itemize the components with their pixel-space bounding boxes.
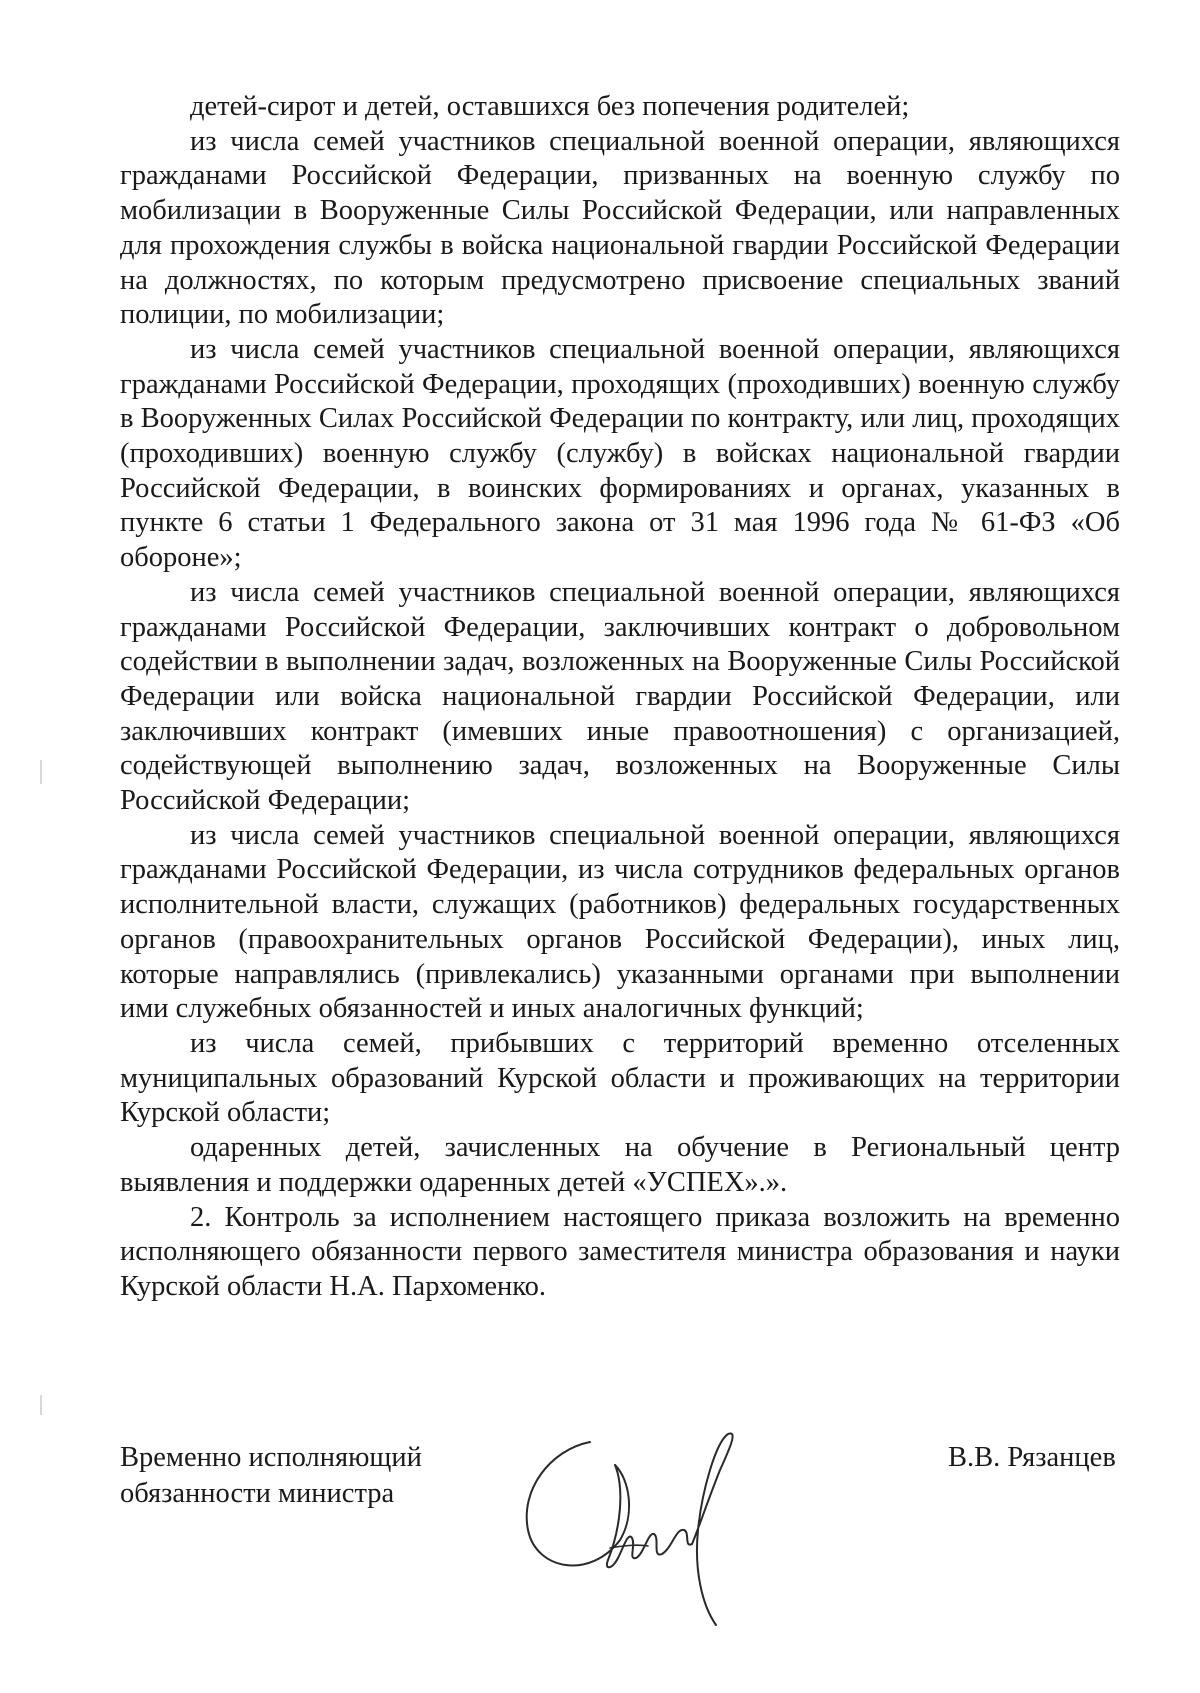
paragraph-item-2: 2. Контроль за исполнением настоящего приказа возложить на временно исполняющего обязанности первого заместителя министра образования и науки Курской области Н.А. Пархоменко. bbox=[120, 1201, 1120, 1302]
signatory-position bbox=[120, 1440, 422, 1512]
paragraph: из числа семей участников специальной военной операции, являющихся гражданами Российской Федерации, призванных на военную службу по мобилизации в Вооруженные Силы Российской Федерации, или направленных для прохождения службы в войска национальной гвардии Российской Федерации на должностях, по которым предусмотрено присвоение специальных званий полиции, по мобилизации; bbox=[120, 125, 1120, 331]
scan-margin-mark bbox=[40, 1395, 42, 1415]
document-body bbox=[120, 90, 1120, 1305]
scan-margin-mark bbox=[40, 760, 42, 784]
paragraph: из числа семей участников специальной военной операции, являющихся гражданами Российской Федерации, из числа сотрудников федеральных органов исполнительной власти, служащих (работников) федеральных государственных органов (правоохранительных органов Российской Федерации), иных лиц, которые направлялись (привлекались) указанными органами при выполнении ими служебных обязанностей и иных аналогичных функций; bbox=[120, 819, 1120, 1025]
paragraph: из числа семей, прибывших с территорий временно отселенных муниципальных образований Курской области и проживающих на территории Курской области; bbox=[120, 1027, 1120, 1129]
paragraph: из числа семей участников специальной военной операции, являющихся гражданами Российской Федерации, проходящих (проходивших) военную службу в Вооруженных Силах Российской Федерации по контракту, или лиц, проходящих (проходивших) военную службу (службу) в войсках национальной гвардии Российской Федерации, в воинских формированиях и органах, указанных в пункте 6 статьи 1 Федерального закона от 31 мая 1996 года № 61-ФЗ «Об обороне»; bbox=[120, 333, 1120, 574]
handwritten-signature bbox=[520, 1420, 750, 1630]
paragraph: одаренных детей, зачисленных на обучение в Региональный центр выявления и поддержки одаренных детей «УСПЕХ».». bbox=[120, 1132, 1120, 1198]
signatory-name: В.В. Рязанцев bbox=[948, 1442, 1116, 1473]
paragraph: из числа семей участников специальной военной операции, являющихся гражданами Российской Федерации, заключивших контракт о добровольном содействии в выполнении задач, возложенных на Вооруженные Силы Российской Федерации или войска национальной гвардии Российской Федерации, или заключивших контракт (имевших иные правоотношения) с организацией, содействующей выполнению задач, возложенных на Вооруженные Силы Российской Федерации; bbox=[120, 576, 1120, 817]
paragraph: детей-сирот и детей, оставшихся без попечения родителей; bbox=[190, 91, 910, 122]
signatory-position-line: Временно исполняющий bbox=[120, 1442, 422, 1473]
signatory-position-line: обязанности министра bbox=[120, 1478, 395, 1509]
